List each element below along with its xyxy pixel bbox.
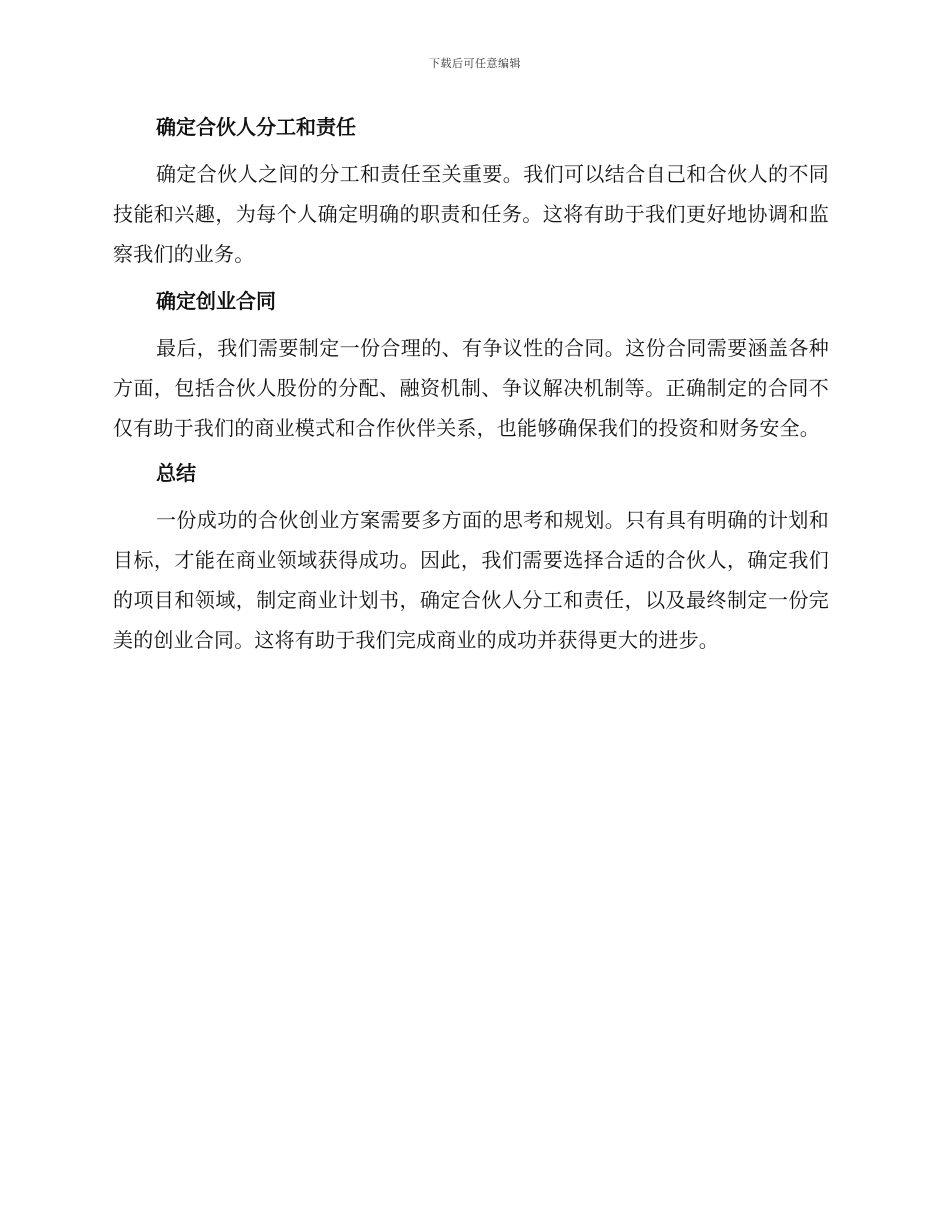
section-partner-duties: [113, 112, 829, 274]
section-startup-contract: [113, 286, 829, 448]
section-paragraph: 确定合伙人之间的分工和责任至关重要。我们可以结合自己和合伙人的不同技能和兴趣，为每个人确定明确的职责和任务。这将有助于我们更好地协调和监察我们的业务。: [113, 162, 829, 266]
document-content: [113, 112, 829, 670]
section-summary: [113, 458, 829, 660]
section-paragraph: 一份成功的合伙创业方案需要多方面的思考和规划。只有具有明确的计划和目标，才能在商业领域获得成功。因此，我们需要选择合适的合伙人，确定我们的项目和领域，制定商业计划书，确定合伙人分工和责任，以及最终制定一份完美的创业合同。这将有助于我们完成商业的成功并获得更大的进步。: [113, 508, 829, 652]
section-heading: 总结: [156, 461, 196, 485]
header-note: 下载后可任意编辑: [429, 57, 521, 70]
section-paragraph: 最后，我们需要制定一份合理的、有争议性的合同。这份合同需要涵盖各种方面，包括合伙人股份的分配、融资机制、争议解决机制等。正确制定的合同不仅有助于我们的商业模式和合作伙伴关系，也能够确保我们的投资和财务安全。: [113, 336, 829, 440]
section-heading: 确定合伙人分工和责任: [156, 115, 356, 139]
section-heading: 确定创业合同: [156, 289, 276, 313]
